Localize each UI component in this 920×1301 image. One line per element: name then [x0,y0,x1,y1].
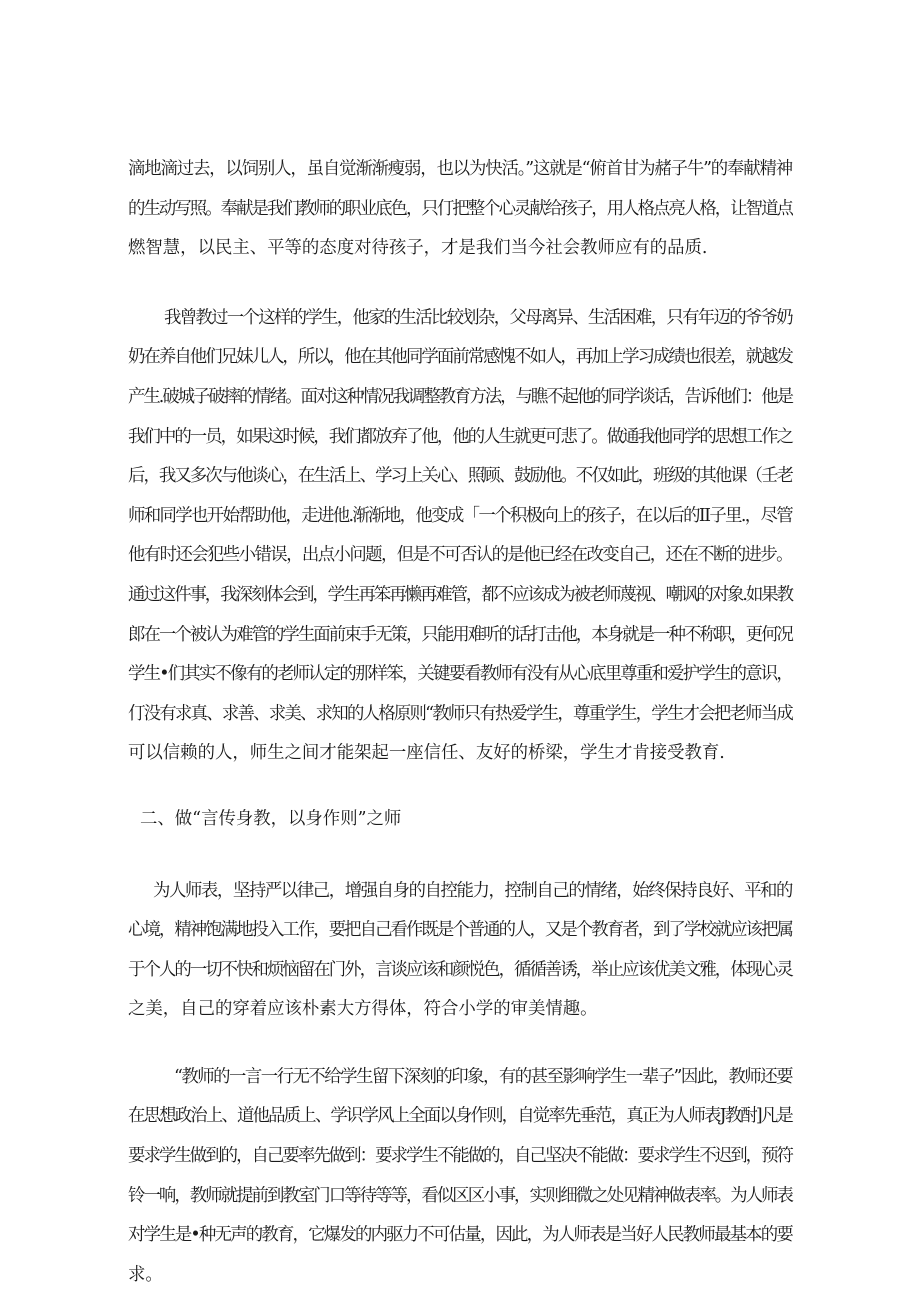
text-line: 于个人的一切不快和烦恼留在门外，言谈应该和颜悦色，循循善诱，举止应该优美文雅，体现心灵 [128,959,792,980]
paragraph-dedication [128,150,792,269]
text-line: 之美，自己的穿着应该朴素大方得体，符合小学的审美情趣。 [128,999,598,1020]
text-line: 燃智慧，以民主、平等的态度对待孩子，才是我们当今社会教师应有的品质. [128,238,708,259]
text-line: 求。 [128,1264,163,1285]
text-line: 奶在养自他们兄妹儿人，所以，他在其他同学面前常感愧不如人，再加上学习成绩也很差，就越发 [128,347,792,368]
section-heading [128,800,792,840]
text-line: 学生•们其实不像有的老师认定的那样笨，关键要看教师有没有从心底里尊重和爱护学生的意识， [128,664,792,685]
text-line: 产生.破城子破摔的情绪。面对这种情况我调整教育方法，与瞧不起他的同学谈话，告诉他们：他是 [128,386,792,407]
text-line: 心境，精神饱满地投入工作，要把自己看作既是个普通的人，又是个教育者，到了学校就应该把属 [128,920,792,941]
text-line: 滴地滴过去，以饲别人，虽自觉渐渐瘦弱，也以为快活。”这就是“俯首甘为赭子牛”的奉献精神 [128,159,792,179]
text-line: 通过这件事，我深刻体会到，学生再笨再懒再难管，都不应该成为被老师蔑视、嘲讽的对象.如果教 [128,584,792,605]
text-line: 铃一响，教师就提前到教室门口等待等等，看似区区小事，实则细微之处见精神做表率。为人师表 [128,1185,792,1206]
text-line: 郎在一个被认为难管的学生面前束手无策，只能用难听的话打击他，本身就是一种不称职，更何况 [128,624,792,645]
paragraph-student-story [128,299,792,774]
text-line: “教师的一言一行无不给学生留下深刻的印象，有的甚至影响学生一辈子”因此，教师还要 [174,1066,792,1087]
text-line: 后，我又多次与他谈心，在生活上、学习上关心、照顾、鼓励他。不仅如此，班级的其他课（壬老 [128,466,792,487]
text-line: 的生动写照。奉献是我们教师的职业底色，只仃把整个心灵献给孩子，用人格点亮人格，让智道点 [128,198,792,219]
section-heading-text: 二、做“言传身教，以身作则”之师 [140,808,402,829]
text-line: 仃没有求真、求善、求美、求知的人格原则“教师只有热爱学生，尊重学生，学生才会把老师当成 [128,703,792,724]
text-line: 师和同学也开始帮助他，走进他.渐渐地，他变成「一个积极向上的孩子，在以后的II子里.，尽管 [128,505,792,526]
text-line: 我曾教过一个这样的学生，他家的生活比较划杂，父母离异、生活困难，只有年迈的爷爷奶 [164,307,792,328]
document-page [128,150,792,1295]
text-line: 对学生是•种无声的教育，它爆发的内驱力不可估量，因此，为人师表是当好人民教师最基本的要 [128,1225,792,1246]
text-line: 他有时还会犯些小错误，出点小问题，但是不可否认的是他已经在改变自己，还在不断的进步。 [128,545,792,566]
text-line: 为人师表，坚持严以律己，增强自身的自控能力，控制自己的情绪，始终保持良好、平和的 [153,880,792,901]
text-line: 在思想政治上、道他品质上、学识学风上全面以身作则，自觉率先垂范，真正为人师表J教酎]凡是 [128,1106,792,1127]
paragraph-words-deeds [128,1058,792,1296]
text-line: 我们中的一员，如果这时候，我们都放弃了他，他的人生就更可悲了。做通我他同学的思想工作之 [128,426,792,447]
text-line: 可以信赖的人，师生之间才能架起一座信任、友好的桥梁，学生才肯接受教育. [128,743,725,764]
text-line: 要求学生做到的，自己要率先做到：要求学生不能做的，自己坚决不能做：要求学生不迟到，预符 [128,1146,792,1167]
paragraph-role-model [128,872,792,1030]
